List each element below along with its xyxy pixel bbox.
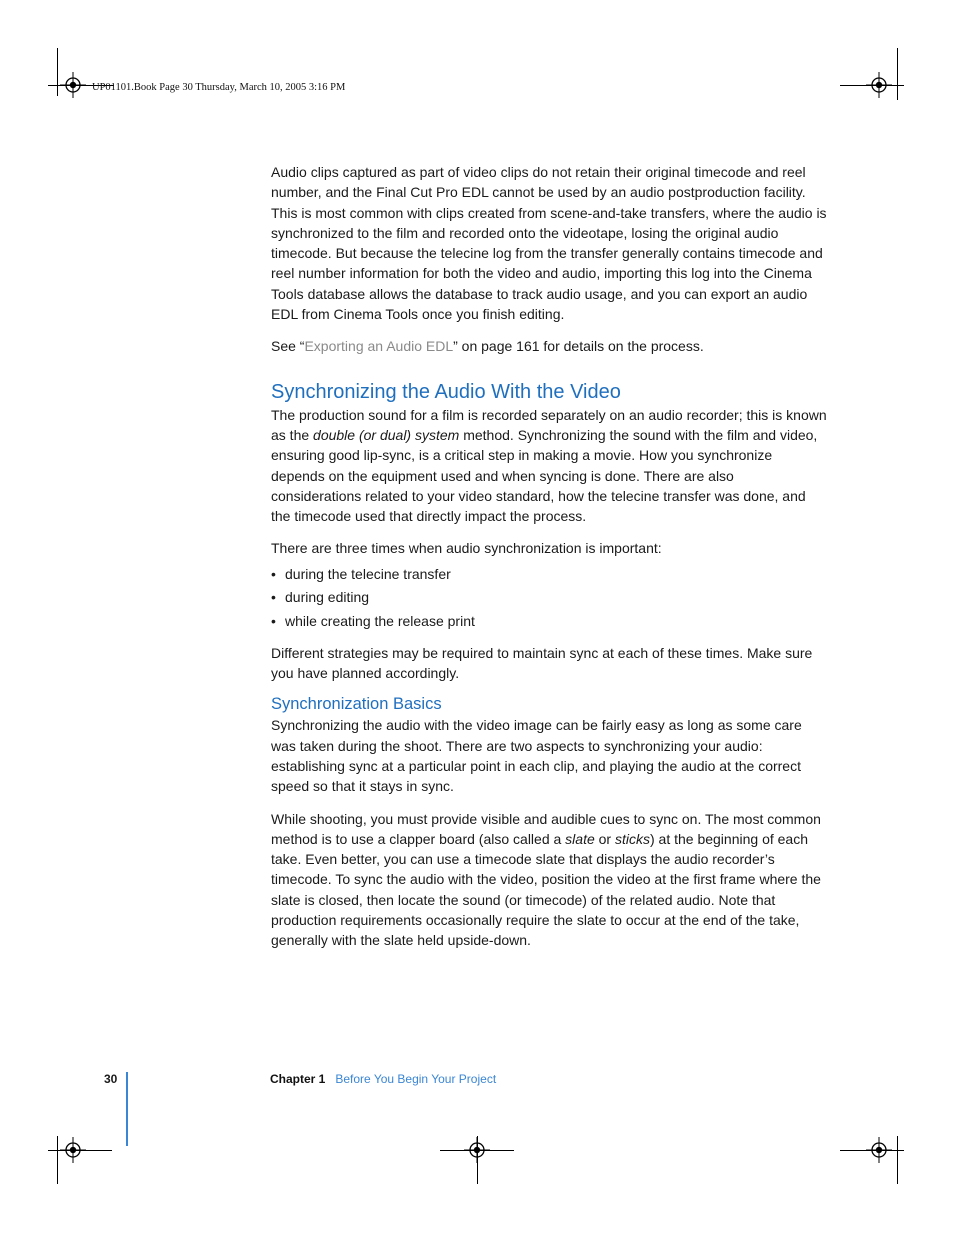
running-footer [270,1072,496,1086]
print-slug: UP01101.Book Page 30 Thursday, March 10, 2005 3:16 PM [92,82,346,93]
emphasis-text: slate [565,830,595,847]
text-run: ) at the beginning of each take. Even better, you can use a timecode slate that displays the audio recorder’s timecode. To sync the audio with the video, position the video at the first frame where the slate is closed, then locate the sound (or timecode) of the related audio. Note that production requirements occasionally require the slate to occur at the end of the take, generally with the slate held upside-down. [271,830,821,949]
registration-mark-icon [866,72,892,98]
bullet-icon: • [271,612,276,629]
text-run: While shooting, you must provide visible and audible cues to sync on. The most common method is to use a clapper board (also called a [271,810,821,847]
emphasis-text: sticks [614,830,650,847]
footer-rule [126,1072,128,1146]
crop-mark [897,48,898,100]
body-paragraph [271,809,827,951]
body-paragraph: Different strategies may be required to maintain sync at each of these times. Make sure you have planned accordingly. [271,644,813,682]
list-item-text: while creating the release print [285,612,475,629]
list-item-text: during editing [285,589,370,606]
section-heading: Synchronizing the Audio With the Video [271,380,621,403]
registration-mark-icon [464,1137,490,1163]
list-item [271,611,827,631]
page-body [271,162,827,951]
registration-mark-icon [60,72,86,98]
bullet-icon: • [271,589,276,606]
list-item-text: during the telecine transfer [285,565,451,582]
cross-reference-link[interactable]: Exporting an Audio EDL [304,338,454,355]
crop-mark [897,1136,898,1184]
page-number: 30 [104,1072,118,1086]
registration-mark-icon [60,1137,86,1163]
see-reference-paragraph [271,336,827,356]
body-paragraph [271,405,827,527]
chapter-title: Before You Begin Your Project [335,1072,497,1086]
text-run: method. Synchronizing the sound with the film and video, ensuring good lip-sync, is a critical step in making a movie. How you synchronize depends on the equipment used and when syncing is done. There are also considerations related to your video standard, how the telecine transfer was done, and the timecode used that directly impact the process. [271,426,818,525]
body-paragraph: Synchronizing the audio with the video image can be fairly easy as long as some care was taken during the shoot. There are two aspects to synchronizing your audio: establishing sync at a particular point in each clip, and playing the audio at the correct speed so that it stays in sync. [271,717,802,795]
crop-mark [57,48,58,96]
bullet-icon: • [271,565,276,582]
bullet-list [271,564,827,631]
crop-mark [57,1136,58,1184]
intro-paragraph: Audio clips captured as part of video clips do not retain their original timecode and reel number, and the Final Cut Pro EDL cannot be used by an audio postproduction facility. This is most common with clips created from scene-and-take transfers, where the audio is synchronized to the film and recorded onto the videotape, losing the original audio timecode. But because the telecine log from the transfer generally contains timecode and reel number information for both the video and audio, importing this log into the Cinema Tools database allows the database to track audio usage, and you can export an audio EDL from Cinema Tools once you finish editing. [271,164,827,323]
list-item [271,587,827,607]
text-run: or [594,830,615,847]
registration-mark-icon [866,1137,892,1163]
chapter-label: Chapter 1 [270,1072,326,1086]
text-run: The production sound for a film is recorded separately on an audio recorder; this is known as the [271,406,827,443]
body-paragraph: There are three times when audio synchronization is important: [271,540,662,557]
emphasis-text: double (or dual) system [313,426,460,443]
see-suffix: ” on page 161 for details on the process. [453,338,704,355]
list-item [271,564,827,584]
see-prefix: See “ [271,338,305,355]
subsection-heading: Synchronization Basics [271,695,442,714]
